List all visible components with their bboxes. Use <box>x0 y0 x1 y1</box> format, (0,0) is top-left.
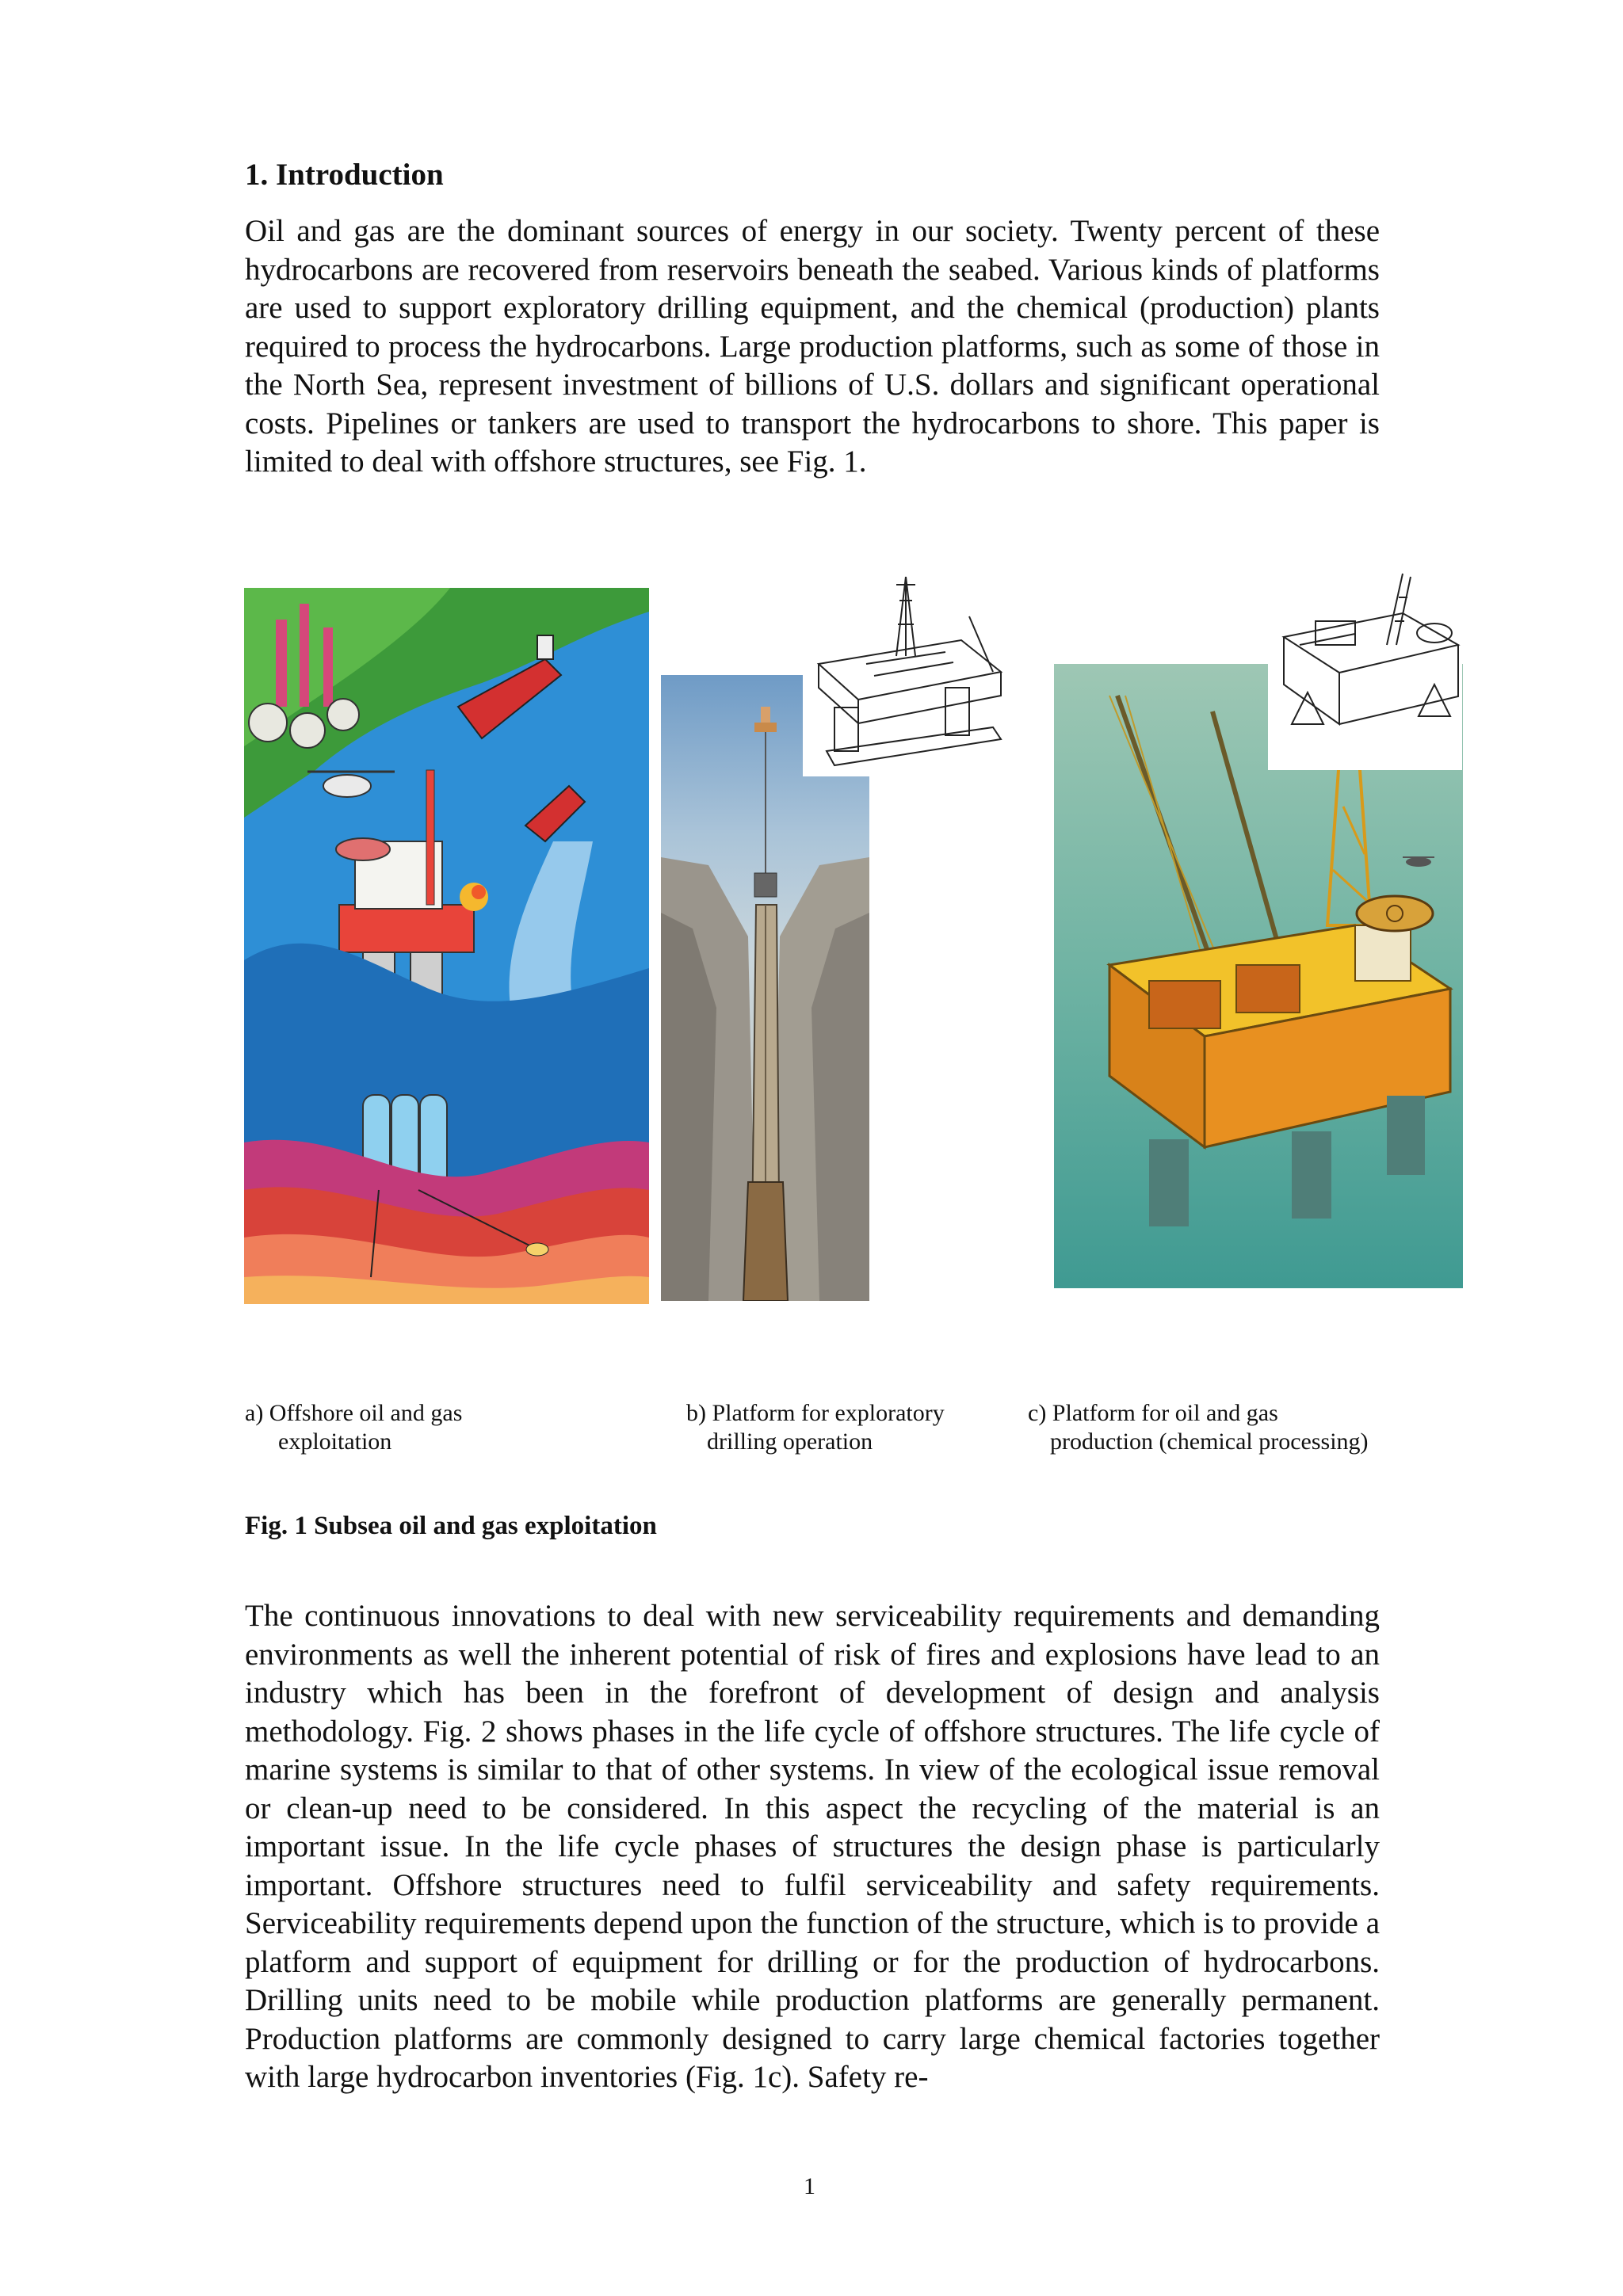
figure-semisubmersible-drawing <box>803 569 1012 776</box>
section-heading: 1. Introduction <box>245 158 444 192</box>
caption-a-line-1: a) Offshore oil and gas <box>245 1400 463 1426</box>
figure-title: Fig. 1 Subsea oil and gas exploitation <box>245 1512 657 1540</box>
caption-b <box>686 1399 1003 1456</box>
intro-paragraph: Oil and gas are the dominant sources of energy in our society. Twenty percent of these hydrocarbons are recovered from reservoirs beneath the seabed. Various kinds of platforms are used to support exploratory drilling equipment, and the chemical (production) plants required to process the hydrocarbons. Large production platforms, such as some of those in the North Sea, represent investment of billions of U.S. dollars and significant operational costs. Pipelines or tankers are used to transport the hydrocarbons to shore. This paper is limited to deal with offshore structures, see Fig. 1. <box>245 214 1380 479</box>
body-paragraph: The continuous innovations to deal with new serviceability requirements and demanding environments as well the inherent potential of risk of fires and explosions have lead to an industry which has been in the forefront of development of design and analysis methodology. Fig. 2 shows phases in the life cycle of offshore structures. The life cycle of marine systems is similar to that of other systems. In view of the ecological issue removal or clean-up need to be considered. In this aspect the recycling of the material is an important issue. In the life cycle phases of structures the design phase is particularly important. Offshore structures need to fulfil serviceability and safety requirements. Serviceability requirements depend upon the function of the structure, which is to provide a platform and support of equipment for drilling or for the production of hydrocarbons. Drilling units need to be mobile while production platforms are generally permanent. Production platforms are commonly designed to carry large chemical factories together with large hydrocarbon inventories (Fig. 1c). Safety re- <box>245 1599 1380 2094</box>
caption-c-line-1: c) Platform for oil and gas <box>1028 1400 1278 1426</box>
caption-a <box>245 1399 594 1456</box>
page-number: 1 <box>804 2173 815 2199</box>
caption-c <box>1028 1399 1392 1456</box>
caption-b-line-1: b) Platform for exploratory <box>686 1400 945 1426</box>
figure-offshore-exploitation-illustration <box>244 588 649 1304</box>
figure-production-platform-drawing <box>1268 566 1462 770</box>
caption-c-line-2: production (chemical processing) <box>1050 1428 1369 1455</box>
caption-a-line-2: exploitation <box>278 1428 392 1455</box>
caption-b-line-2: drilling operation <box>707 1428 873 1455</box>
